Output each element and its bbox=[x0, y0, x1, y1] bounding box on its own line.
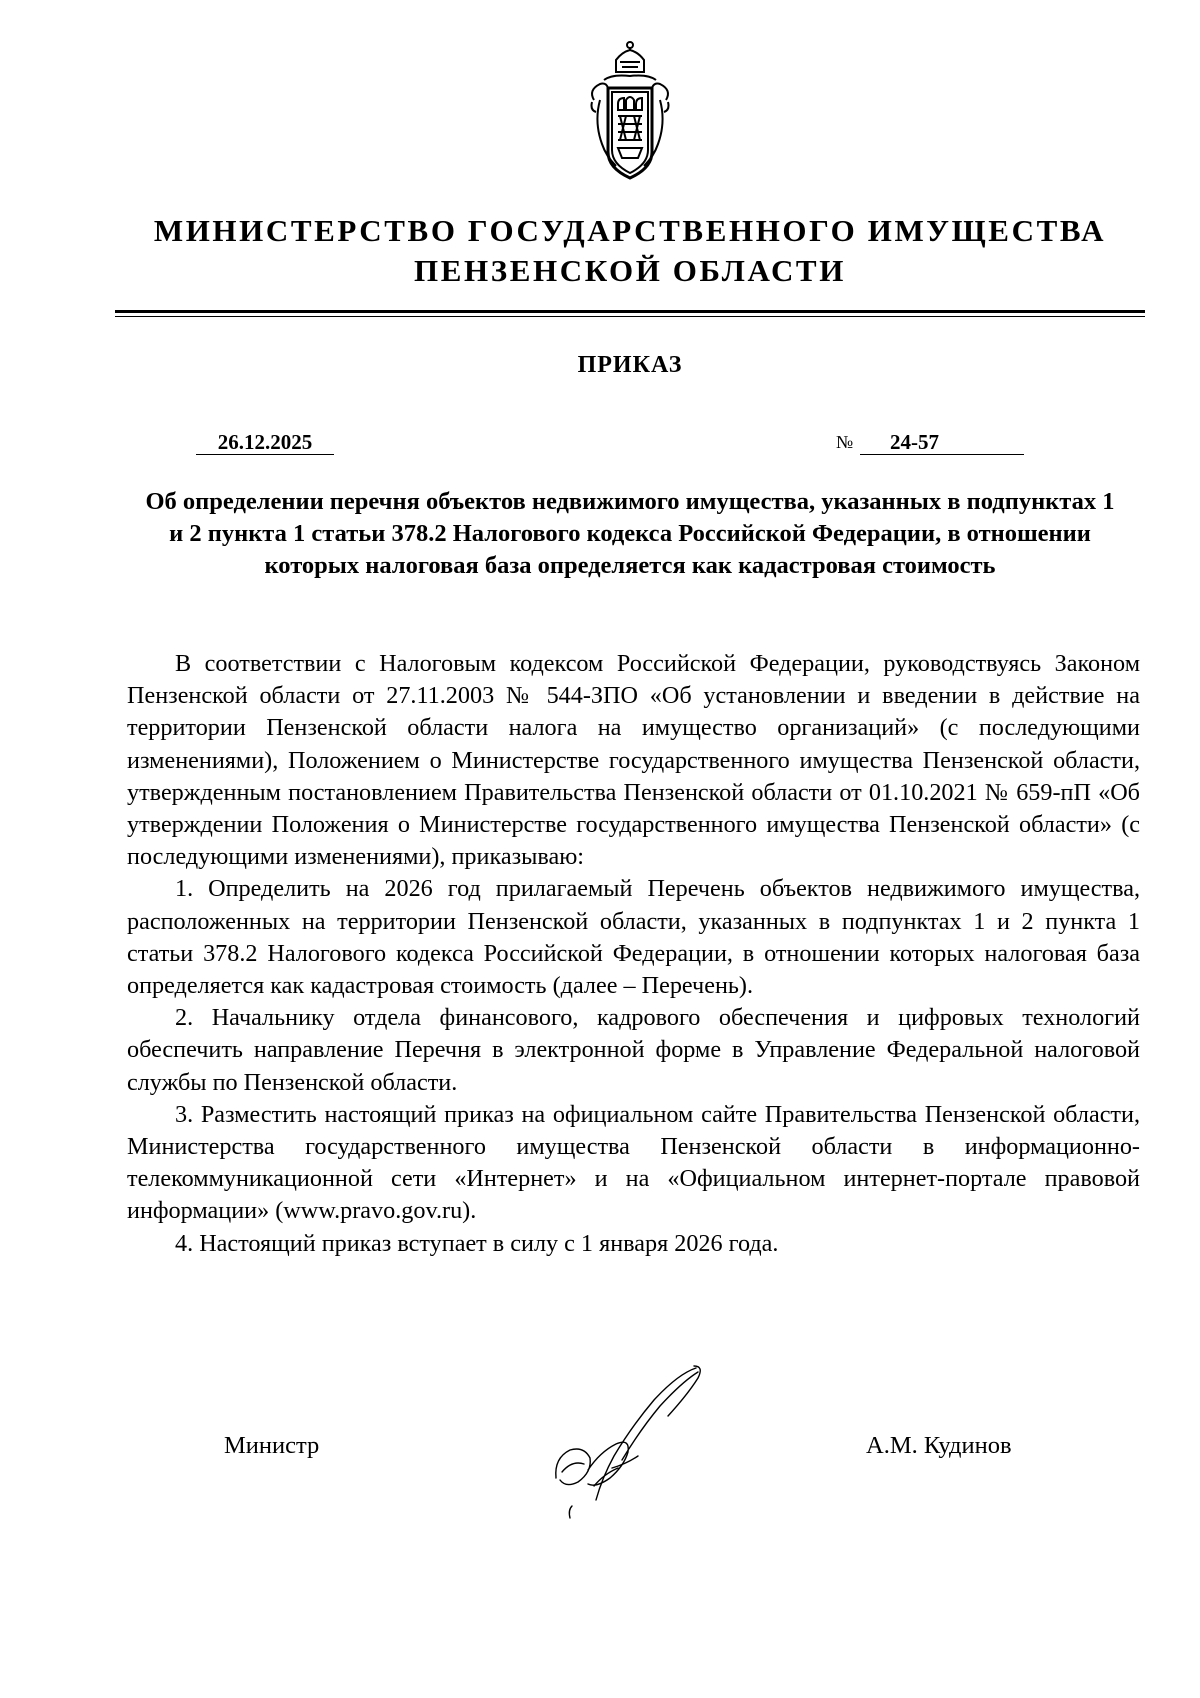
order-item-1: 1. Определить на 2026 год прилагаемый Перечень объектов недвижимого имущества, расположенных на территории Пензенской области, указанных в подпунктах 1 и 2 пункта 1 статьи 378.2 Налогового кодекса Российской Федерации, в отношении которых налоговая база определяется как кадастровая стоимость (далее – Перечень). bbox=[127, 875, 1140, 1000]
document-subject: Об определении перечня объектов недвижимого имущества, указанных в подпунктах 1 и 2 пункта 1 статьи 378.2 Налогового кодекса Российской Федерации, в отношении которых налоговая база определяется как кадастровая стоимость bbox=[145, 488, 1115, 579]
coat-of-arms-icon bbox=[580, 40, 680, 185]
document-type: ПРИКАЗ bbox=[577, 352, 683, 378]
number-sign: № bbox=[836, 432, 854, 452]
document-body bbox=[127, 648, 1140, 1260]
organization-name-line1: МИНИСТЕРСТВО ГОСУДАРСТВЕННОГО ИМУЩЕСТВА bbox=[153, 213, 1107, 248]
signatory-role: Министр bbox=[224, 1432, 320, 1459]
organization-name-line2: ПЕНЗЕНСКОЙ ОБЛАСТИ bbox=[414, 253, 846, 288]
order-item-4: 4. Настоящий приказ вступает в силу с 1 января 2026 года. bbox=[175, 1229, 779, 1257]
document-number: 24-57 bbox=[860, 430, 1024, 455]
preamble-paragraph: В соответствии с Налоговым кодексом Российской Федерации, руководствуясь Законом Пензенской области от 27.11.2003 № 544-ЗПО «Об установлении и введении в действие на территории Пензенской области налога на имущество организаций» (с последующими изменениями), Положением о Министерстве государственного имущества Пензенской области, утвержденным постановлением Правительства Пензенской области от 01.10.2021 № 659-пП «Об утверждении Положения о Министерстве государственного имущества Пензенской области» (с последующими изменениями), приказываю: bbox=[127, 650, 1140, 871]
order-item-3: 3. Разместить настоящий приказ на официальном сайте Правительства Пензенской области, Министерства государственного имущества Пензенской области в информационно-телекоммуникационной сети «Интернет» и на «Официальном интернет-портале правовой информации» (www.pravo.gov.ru). bbox=[127, 1100, 1140, 1225]
order-item-2: 2. Начальнику отдела финансового, кадрового обеспечения и цифровых технологий обеспечить направление Перечня в электронной форме в Управление Федеральной налоговой службы по Пензенской области. bbox=[127, 1004, 1140, 1096]
document-date: 26.12.2025 bbox=[196, 430, 334, 455]
header-divider-thin bbox=[115, 316, 1145, 317]
header-divider-thick bbox=[115, 310, 1145, 313]
signatory-name: А.М. Кудинов bbox=[866, 1432, 1012, 1459]
handwritten-signature-icon bbox=[548, 1360, 718, 1525]
